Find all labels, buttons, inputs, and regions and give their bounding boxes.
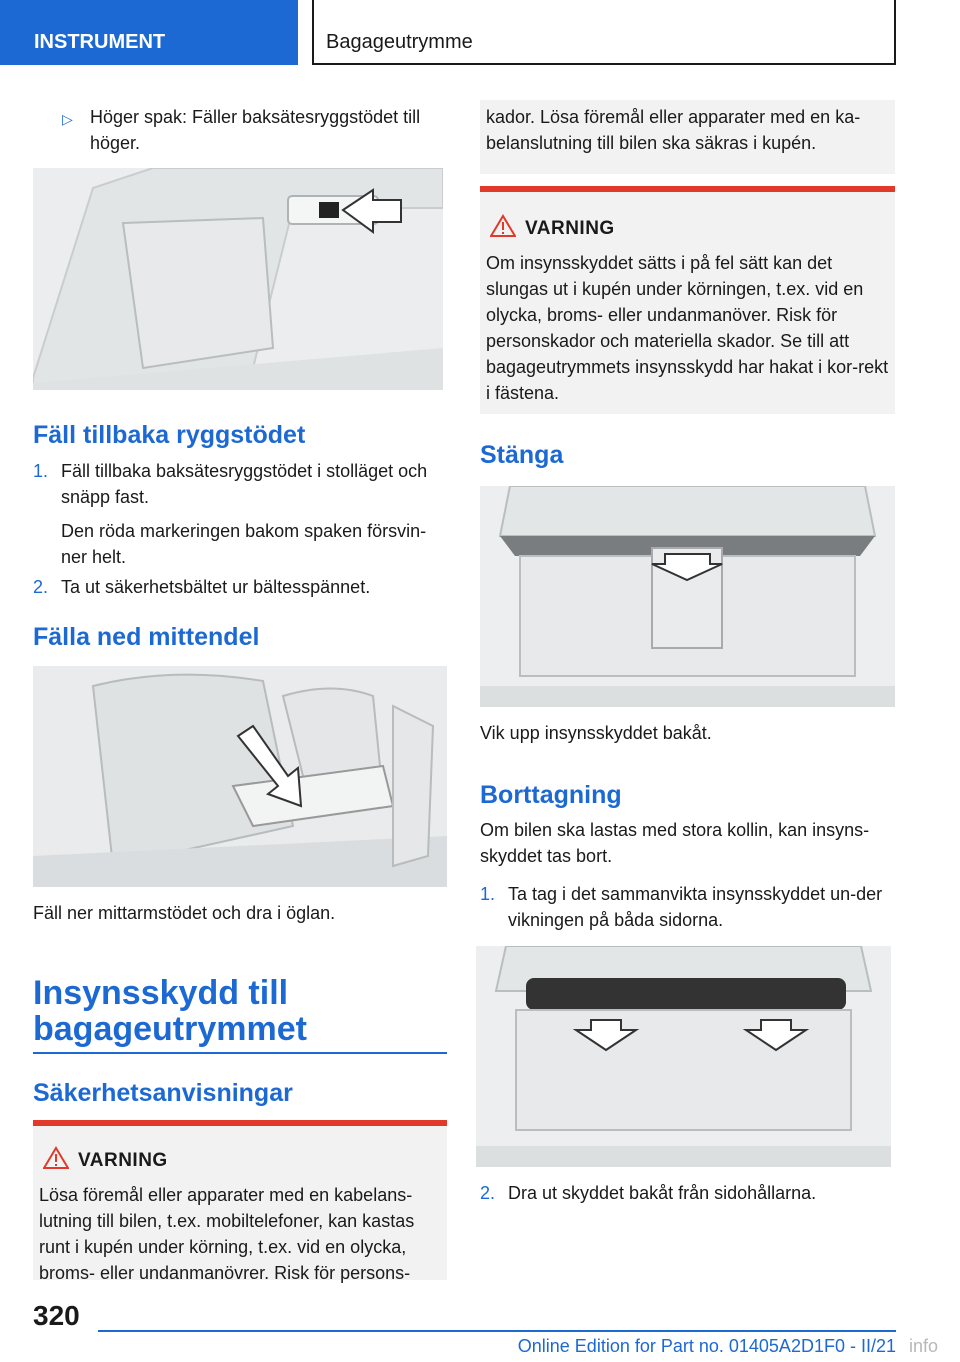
warning-triangle-icon xyxy=(43,1146,69,1170)
bullet-item xyxy=(62,104,447,156)
heading-cover-line2: bagageutrymmet xyxy=(33,1010,307,1048)
figure-cover-close xyxy=(480,486,895,707)
watermark: info xyxy=(908,1336,938,1356)
step-text: Fäll tillbaka baksätesryggstödet i stolläget och snäpp fast. xyxy=(61,461,428,507)
step-item xyxy=(33,574,449,600)
step-number: 2. xyxy=(33,577,49,597)
step-item xyxy=(33,458,449,570)
caption-close: Vik upp insynsskyddet bakåt. xyxy=(480,723,712,743)
heading-fold-back: Fäll tillbaka ryggstödet xyxy=(33,421,306,449)
warning-label: VARNING xyxy=(525,218,615,239)
step-note: Den röda markeringen bakom spaken försvin-ner helt. xyxy=(61,521,427,567)
heading-rule xyxy=(33,1052,447,1054)
warning-triangle-icon xyxy=(490,214,516,238)
warning-continuation-text: kador. Lösa föremål eller apparater med en ka-belanslutning till bilen ska säkras i kupén. xyxy=(486,107,861,153)
step-text: Dra ut skyddet bakåt från sidohållarna. xyxy=(508,1183,817,1203)
caption-middle: Fäll ner mittarmstödet och dra i öglan. xyxy=(33,903,336,923)
section-tab: INSTRUMENT xyxy=(0,0,298,65)
remove-intro: Om bilen ska lastas med stora kollin, kan insyns-skyddet tas bort. xyxy=(480,820,870,866)
page-number: 320 xyxy=(33,1300,80,1331)
step-number: 1. xyxy=(33,461,49,481)
footer-edition: Online Edition for Part no. 01405A2D1F0 - II/21 xyxy=(517,1336,896,1356)
heading-remove: Borttagning xyxy=(480,781,622,809)
bullet-text: Höger spak: Fäller baksätesryggstödet till höger. xyxy=(90,107,421,153)
warning-text: Lösa föremål eller apparater med en kabelans-lutning till bilen, t.ex. mobiltelefoner, kan kastas runt i kupén under körning, t.ex. vid en olycka, broms- eller undanmanövrer. Risk för persons- xyxy=(39,1185,415,1283)
warning-label: VARNING xyxy=(78,1150,168,1171)
step-item xyxy=(480,881,895,933)
heading-safety: Säkerhetsanvisningar xyxy=(33,1079,293,1107)
footer-rule xyxy=(98,1330,896,1332)
figure-middle-armrest xyxy=(33,666,447,887)
warning-box-left xyxy=(33,1120,447,1283)
step-number: 1. xyxy=(480,884,496,904)
step-item xyxy=(480,1180,895,1206)
figure-cover-remove xyxy=(476,946,891,1167)
step-text: Ta ut säkerhetsbältet ur bältesspännet. xyxy=(61,577,371,597)
bullet-triangle-icon: ▷ xyxy=(62,111,73,127)
step-text: Ta tag i det sammanvikta insynsskyddet un-der vikningen på båda sidorna. xyxy=(508,884,883,930)
figure-trunk-lever xyxy=(33,168,443,390)
warning-text: Om insynsskyddet sätts i på fel sätt kan det slungas ut i kupén under körningen, t.ex. vid en olycka, broms- eller undanmanöver. Risk för personskador och materiella skador. Se till att bagageutrymmets insynsskydd har hakat i kor-rekt i fästena. xyxy=(486,253,889,403)
warning-continuation-box xyxy=(480,100,895,174)
page-title: Bagageutrymme xyxy=(312,0,896,65)
heading-cover-line1: Insynsskydd till xyxy=(33,974,289,1012)
heading-fold-middle: Fälla ned mittendel xyxy=(33,623,260,651)
step-number: 2. xyxy=(480,1183,496,1203)
heading-close: Stänga xyxy=(480,441,564,469)
warning-box-right xyxy=(480,186,895,414)
